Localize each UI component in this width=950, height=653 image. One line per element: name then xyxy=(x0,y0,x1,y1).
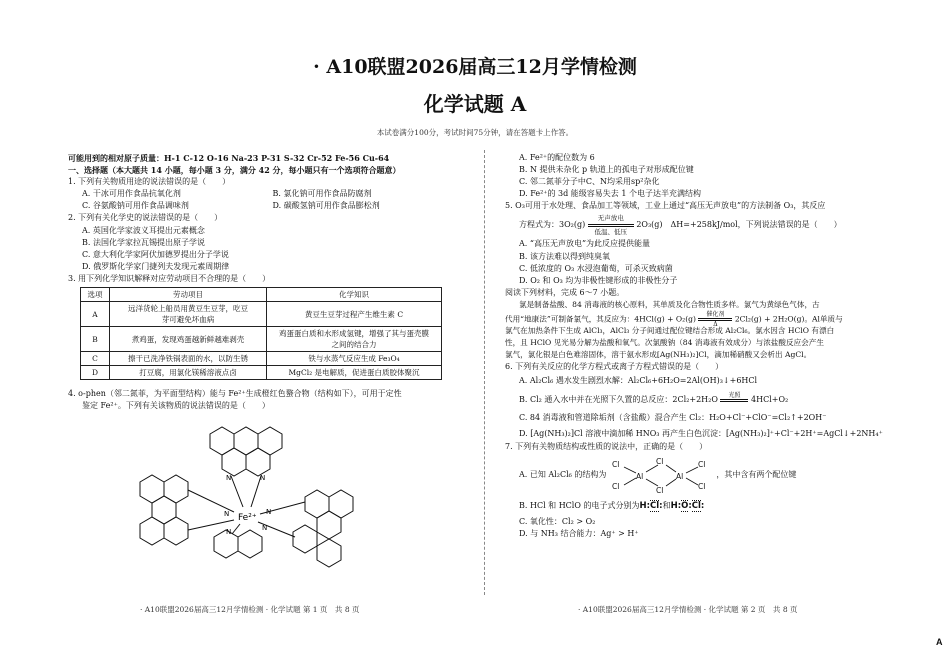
cl-atom: Cl xyxy=(698,481,706,491)
fe-phen-complex-structure xyxy=(130,412,390,572)
question-5 xyxy=(505,200,900,286)
cl-atom: Cl xyxy=(656,485,664,495)
section-heading: 一、选择题（本大题共 14 小题，每小题 3 分，满分 42 分，每小题只有一个选项符合题意） xyxy=(68,165,401,176)
q2-option-c: C. 意大利化学家阿伏加德罗提出分子学说 xyxy=(82,249,229,259)
reading-line: 氯气在加热条件下生成 AlCl₃，AlCl₃ 分子间通过配位键结合形成 Al₂Cl₆。氯水因含 HClO 有漂白 xyxy=(505,326,835,336)
n-atom-label: N xyxy=(226,528,232,537)
al-atom: Al xyxy=(676,471,684,481)
atomic-mass-line: 可能用到的相对原子质量：H-1 C-12 O-16 Na-23 P-31 S-32 Cr-52 Fe-56 Cu-64 xyxy=(68,153,390,163)
and-word: 和 xyxy=(662,500,671,510)
q5-option-b: B. 该方法难以得到纯臭氧 xyxy=(519,251,610,261)
col-header-option: 选项 xyxy=(81,288,110,302)
row-option: B xyxy=(81,327,110,352)
n-atom-label: N xyxy=(224,510,230,519)
reading-line: 2Cl₂(g) + 2H₂O(g)。Al单质与 xyxy=(734,314,843,324)
al2cl6-structure xyxy=(606,455,716,495)
subject-title: 化学试题 A xyxy=(423,92,527,116)
q1-option-d: D. 碳酸氢钠可用作食品膨松剂 xyxy=(272,201,380,211)
hcl-electron-formula: H:Cl: xyxy=(639,500,663,511)
q5-stem: 5. O₃可用于水处理、食品加工等领域，工业上通过“高压无声放电”的方法制备 O₃，其反应 xyxy=(505,201,826,211)
q2-option-b: B. 法国化学家拉瓦锡提出原子学说 xyxy=(82,237,205,247)
q4-stem-line1: 4. o-phen（邻二氮菲，为平面型结构）能与 Fe²⁺生成橙红色螯合物（结构如下），可用于定性 xyxy=(68,389,402,399)
q1-option-b: B. 氯化钠可用作食品防腐剂 xyxy=(272,189,372,199)
question-2 xyxy=(68,212,463,272)
q6-option-c: C. 84 消毒液和管道除垢剂（含盐酸）混合产生 Cl₂：H₂O+Cl⁻+ClO⁻=Cl₂↑+2OH⁻ xyxy=(519,413,827,423)
col-header-task: 劳动项目 xyxy=(110,288,267,302)
page-corner-mark: A xyxy=(936,637,943,647)
q1-option-a: A. 干冰可用作食品抗氧化剂 xyxy=(82,189,181,199)
q6-option-b-product: 4HCl+O₂ xyxy=(751,395,789,405)
question-1 xyxy=(68,176,463,212)
q3-stem: 3. 用下列化学知识解释对应劳动项目不合理的是（ ） xyxy=(68,273,271,283)
n-atom-label: N xyxy=(226,474,232,483)
question-3 xyxy=(68,273,463,380)
cl-atom: Cl xyxy=(656,456,664,466)
q4-stem-line2: 鉴定 Fe²⁺。下列有关该物质的说法错误的是（ ） xyxy=(82,401,270,411)
table-row xyxy=(81,327,442,352)
arrow-top-condition: 无声放电 xyxy=(597,213,624,222)
reaction-arrow xyxy=(588,214,634,237)
footer-left: · A10联盟2026届高三12月学情检测 · 化学试题 第 1 页 共 8 页 xyxy=(140,605,360,614)
q4-option-a: A. Fe²⁺的配位数为 6 xyxy=(519,153,595,162)
q5-equation-left: 方程式为：3O₂(g) xyxy=(519,220,586,230)
table-row xyxy=(81,366,442,380)
reading-intro: 阅读下列材料，完成 6～7 小题。 xyxy=(505,287,625,297)
right-column xyxy=(505,152,900,540)
arrow-bottom-condition: Δ xyxy=(713,321,718,329)
q7-option-d: D. 与 NH₃ 结合能力：Ag⁺ > H⁺ xyxy=(519,528,639,538)
cl-atom: Cl xyxy=(698,459,706,469)
q3-table xyxy=(80,287,442,380)
al-atom: Al xyxy=(636,471,644,481)
row-task-line: 芽可避免坏血病 xyxy=(161,315,215,325)
cl-atom: Cl xyxy=(612,459,620,469)
row-option: A xyxy=(81,302,110,327)
table-row xyxy=(81,352,442,366)
table-row xyxy=(81,302,442,327)
left-column xyxy=(68,152,463,576)
q5-option-a: A. “高压无声放电”为此反应提供能量 xyxy=(519,239,651,249)
exam-title: · A10联盟2026届高三12月学情检测 xyxy=(313,56,637,78)
arrow-top-condition: 催化剂 xyxy=(706,311,725,319)
row-knowledge: MgCl₂ 是电解质，促进蛋白质胶体聚沉 xyxy=(267,366,442,380)
q7-option-c: C. 氧化性：Cl₂ > O₂ xyxy=(519,516,596,526)
question-4 xyxy=(68,388,463,576)
row-knowledge-line: 之间的结合力 xyxy=(331,340,377,350)
reading-line: 氯是制备盐酸、84 消毒液的核心原料，其单质及化合物性质多样。氯气为黄绿色气体，古 xyxy=(519,299,820,309)
q1-option-c: C. 谷氨酸钠可用作食品调味剂 xyxy=(82,201,189,211)
q7-option-a: A. 已知 Al₂Cl₆ 的结构为 xyxy=(519,469,607,479)
row-task: 煮鸡蛋，发现鸡蛋越新鲜越难剥壳 xyxy=(110,327,267,352)
q1-stem: 1. 下列有关物质用途的说法错误的是（ ） xyxy=(68,177,231,187)
question-7 xyxy=(505,441,900,539)
q2-option-d: D. 俄罗斯化学家门捷列夫发现元素周期律 xyxy=(82,261,230,271)
row-knowledge: 黄豆生豆芽过程产生维生素 C xyxy=(267,302,442,327)
reading-material xyxy=(505,287,900,361)
q4-option-b: B. N 提供未杂化 p 轨道上的孤电子对形成配位键 xyxy=(519,165,694,175)
q5-option-d: D. O₂ 和 O₃ 均为非极性键形成的非极性分子 xyxy=(519,275,678,285)
row-knowledge-line: 鸡蛋蛋白质和水形成氢键，增强了其与蛋壳膜 xyxy=(279,329,429,339)
q6-option-a: A. Al₂Cl₆ 遇水发生剧烈水解：Al₂Cl₆+6H₂O=2Al(OH)₃↓+6HCl xyxy=(519,376,758,386)
exam-note: 本试卷满分100分，考试时间75分钟，请在答题卡上作答。 xyxy=(376,128,574,137)
footer-right: · A10联盟2026届高三12月学情检测 · 化学试题 第 2 页 共 8 页 xyxy=(578,605,798,614)
q7-option-a-tail: ，其中含有两个配位键 xyxy=(716,469,797,479)
reaction-arrow xyxy=(720,392,748,409)
n-atom-label: N xyxy=(266,508,272,517)
q5-option-c: C. 低浓度的 O₃ 水浸泡葡萄，可杀灭致病菌 xyxy=(519,263,673,273)
row-task: 打豆腐，用氯化镁稀溶液点卤 xyxy=(110,366,267,380)
n-atom-label: N xyxy=(260,474,266,483)
row-option: C xyxy=(81,352,110,366)
col-header-knowledge: 化学知识 xyxy=(267,288,442,302)
q6-option-b: B. Cl₂ 通入水中并在光照下久置的总反应：2Cl₂+2H₂O xyxy=(519,395,718,405)
column-divider xyxy=(484,150,485,595)
arrow-bottom-condition: 低温、低压 xyxy=(594,227,628,236)
q6-option-d: D. [Ag(NH₃)₂]Cl 溶液中滴加稀 HNO₃ 再产生白色沉淀：[Ag(NH₃)₂]⁺+Cl⁻+2H⁺=AgCl↓+2NH₄⁺ xyxy=(519,429,883,439)
row-task: 擦干已洗净铁锅表面的水，以防生锈 xyxy=(110,352,267,366)
q2-option-a: A. 英国化学家波义耳提出元素概念 xyxy=(82,225,205,235)
reading-line: 代用“地康法”可制备氯气，其反应为：4HCl(g) + O₂(g) xyxy=(505,314,696,324)
q6-stem: 6. 下列有关反应的化学方程式或离子方程式错误的是（ ） xyxy=(505,362,724,372)
fe-center-label: Fe²⁺ xyxy=(238,513,257,524)
q7-stem: 7. 下列有关物质结构或性质的说法中，正确的是（ ） xyxy=(505,442,708,452)
arrow-top-condition: 光照 xyxy=(728,391,741,399)
q2-stem: 2. 下列有关化学史的说法错误的是（ ） xyxy=(68,213,223,223)
q5-equation-right: 2O₃(g) ΔH=+258kJ/mol，下列说法错误的是（ ） xyxy=(636,220,842,230)
row-task-line: 远洋货轮上船员用黄豆生豆芽，吃豆 xyxy=(128,304,248,314)
n-atom-label: N xyxy=(262,524,268,533)
q4-option-d: D. Fe²⁺的 3d 能级容易失去 1 个电子达半充满结构 xyxy=(519,189,701,199)
row-option: D xyxy=(81,366,110,380)
cl-atom: Cl xyxy=(612,481,620,491)
q4-option-c: C. 邻二氮菲分子中C、N均采用sp²杂化 xyxy=(519,177,660,187)
reading-line: 性，且 HClO 见光易分解为盐酸和氧气。次氯酸钠（84 消毒液有效成分）与浓盐酸反应会产生 xyxy=(505,338,824,348)
table-header-row xyxy=(81,288,442,302)
question-6 xyxy=(505,361,900,441)
q7-option-b: B. HCl 和 HClO 的电子式分别为 xyxy=(519,500,640,510)
reading-line: 氯气，氯化银是白色难溶固体，溶于氨水形成[Ag(NH₃)₂]Cl，滴加稀硝酸又会析出 AgCl。 xyxy=(505,350,812,360)
hclo-electron-formula: H:O:Cl: xyxy=(670,500,705,511)
row-knowledge: 铁与水蒸气反应生成 Fe₃O₄ xyxy=(267,352,442,366)
